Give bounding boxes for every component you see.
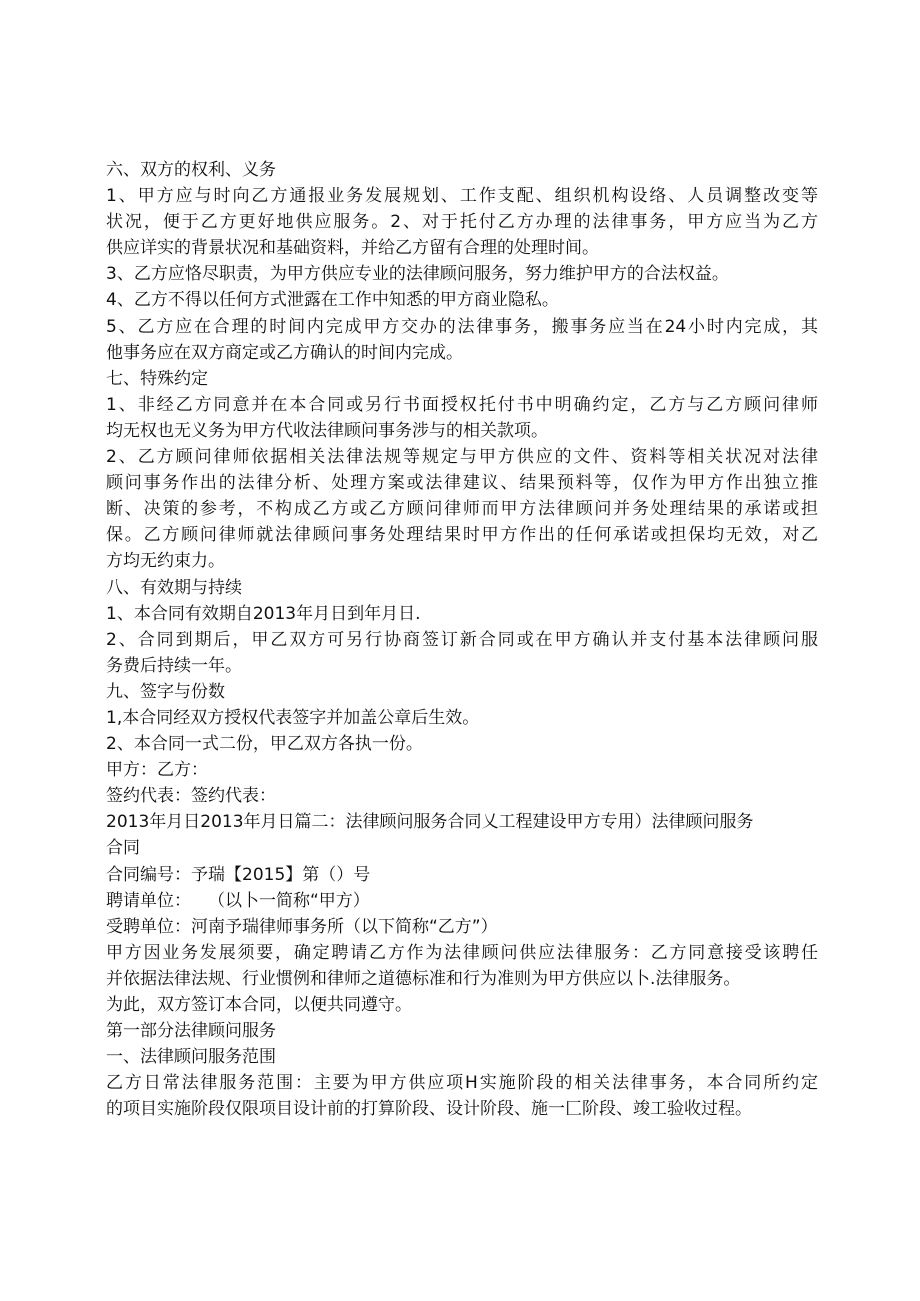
text-line: 合同	[106, 838, 140, 859]
text-line: 1、非经乙方同意并在本合同或另行书面授权托付书中明确约定，乙方与乙方顾问律师	[106, 394, 818, 415]
text-line: 合同编号：予瑞【2015】第（）号	[106, 864, 371, 885]
text-line: 均无权也无义务为甲方代收法律顾问事务涉与的相关款项。	[106, 420, 548, 441]
text-line: 1、本合同有效期自2013年月日到年月日.	[106, 603, 421, 624]
text-line: 2、合同到期后，甲乙双方可另行协商签订新合同或在甲方确认并支付基本法律顾问服	[106, 629, 818, 650]
text-line: 并依据法律法规、行业惯例和律师之道德标准和行为准则为甲方供应以卜.法律服务。	[106, 968, 741, 989]
text-line: 受聘单位：河南予瑞律师事务所（以下简称“乙方”）	[106, 916, 498, 937]
text-line: 九、签字与份数	[106, 681, 225, 702]
text-line: 断、决策的参考，不构成乙方或乙方顾问律师而甲方法律顾问并务处理结果的承诺或担	[106, 499, 818, 520]
text-line: 乙方日常法律服务范围：主要为甲方供应项H实施阶段的相关法律事务，本合同所约定	[106, 1073, 818, 1094]
text-line: 2、本合同一式二份，甲乙双方各执一份。	[106, 734, 423, 755]
text-line: 聘请单位： （以卜一简称“甲方）	[106, 890, 370, 911]
text-line: 方均无约束力。	[106, 551, 225, 572]
text-line: 他事务应在双方商定或乙方确认的时间内完成。	[106, 342, 463, 363]
text-line: 1,本合同经双方授权代表签字并加盖公章后生效。	[106, 707, 480, 728]
text-line: 为此，双方签订本合同，以便共同遵守。	[106, 995, 412, 1015]
text-line: 4、乙方不得以任何方式泄露在工作中知悉的甲方商业隐私。	[106, 290, 559, 311]
text-line: 2、乙方顾问律师依据相关法律法规等规定与甲方供应的文件、资料等相关状况对法律	[106, 447, 818, 468]
document-body	[106, 157, 818, 1122]
text-line: 保。乙方顾问律师就法律顾问事务处理结果时甲方作出的任何承诺或担保均无效，对乙	[106, 525, 818, 546]
text-line: 5、乙方应在合理的时间内完成甲方交办的法律事务，搬事务应当在24小时内完成，其	[106, 316, 818, 337]
text-line: 2013年月日2013年月日篇二：法律顾问服务合同乂工程建设甲方专用）法律顾问服务	[106, 812, 754, 833]
text-line: 的项目实施阶段仅限项目设计前的打算阶段、设计阶段、施一匚阶段、竣工验收过程。	[106, 1099, 752, 1120]
text-line: 一、法律顾问服务范围	[106, 1047, 276, 1068]
text-line: 供应详实的背景状况和基础资料，并给乙方留有合理的处理时间。	[106, 238, 599, 259]
text-line: 顾问事务作出的法律分析、处理方案或法律建议、结果预料等，仅作为甲方作出独立推	[106, 473, 818, 494]
text-line: 甲方因业务发展须要，确定聘请乙方作为法律顾问供应法律服务：乙方同意接受该聘任	[106, 942, 818, 963]
text-line: 八、有效期与持续	[106, 577, 242, 598]
text-line: 1、甲方应与时向乙方通报业务发展规划、工作支配、组织机构设络、人员调整改变等	[106, 186, 818, 207]
text-line: 签约代表：签约代表：	[106, 786, 276, 807]
text-line: 甲方：乙方：	[106, 760, 208, 781]
text-line: 七、特殊约定	[106, 368, 208, 389]
text-line: 第一部分法律顾问服务	[106, 1021, 276, 1042]
text-line: 3、乙方应恪尽职责，为甲方供应专业的法律顾问服务，努力维护甲方的合法权益。	[106, 264, 729, 285]
text-line: 状况，便于乙方更好地供应服务。2、对于托付乙方办理的法律事务，甲方应当为乙方	[106, 212, 818, 233]
text-line: 六、双方的权利、义务	[106, 160, 276, 180]
text-line: 务费后持续一年。	[106, 655, 242, 676]
